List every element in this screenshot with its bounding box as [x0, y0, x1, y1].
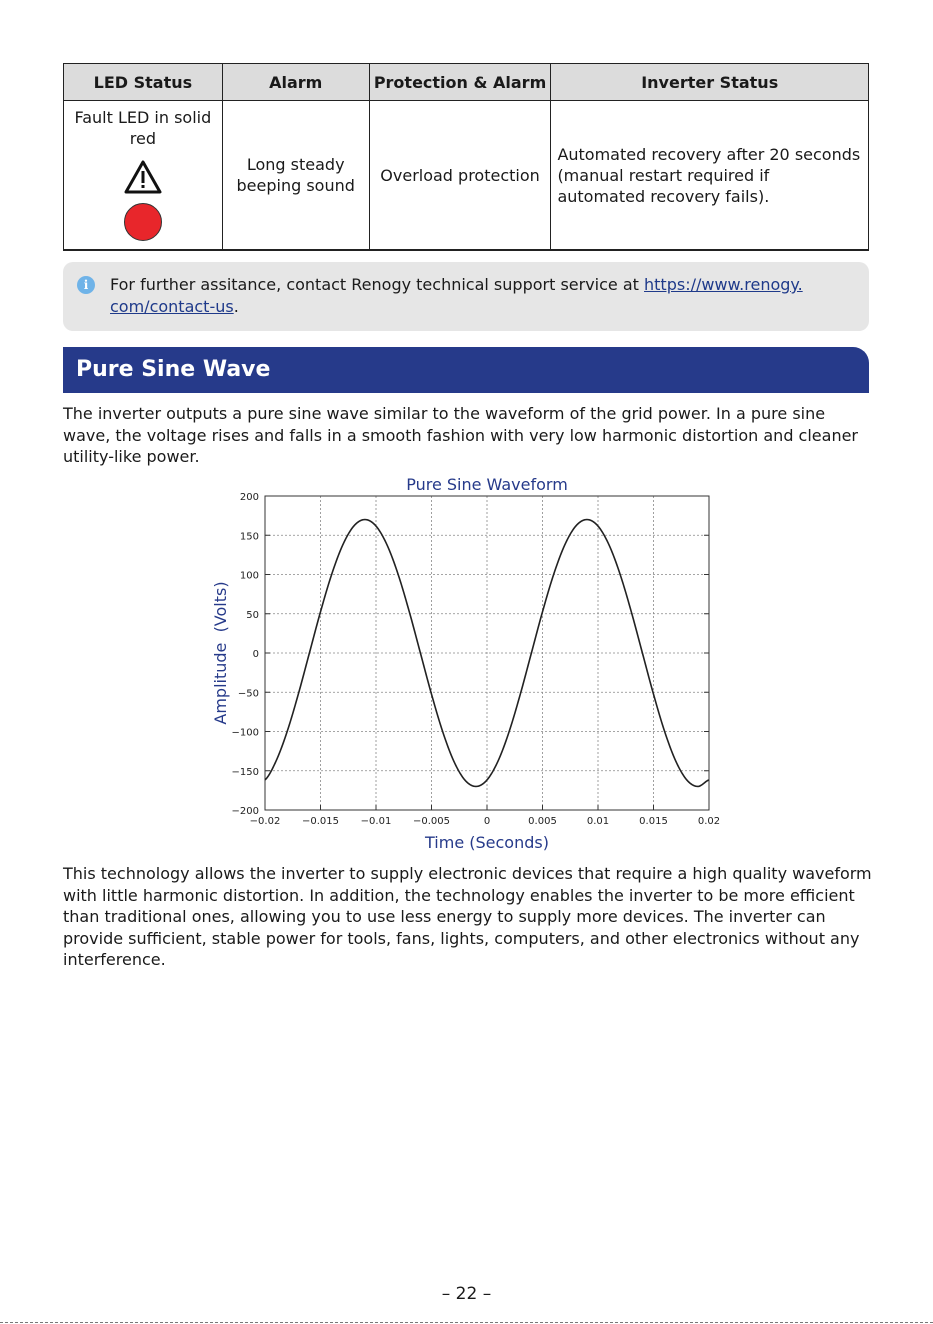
table-header-row	[64, 64, 869, 101]
y-tick-label: −50	[237, 688, 259, 700]
y-tick-label: 50	[246, 609, 259, 621]
table-row	[64, 101, 869, 251]
y-tick-label: −100	[231, 727, 259, 739]
x-tick-label: −0.01	[360, 816, 392, 827]
header-alarm: Alarm	[222, 64, 369, 101]
note-text: For further assitance, contact Renogy technical support service at	[110, 275, 645, 294]
led-status-table	[63, 63, 869, 251]
page-number: – 22 –	[441, 1284, 492, 1304]
note-period: .	[233, 297, 239, 316]
y-tick-label: 200	[239, 492, 259, 503]
x-tick-label: 0.005	[528, 816, 557, 827]
body-paragraph: This technology allows the inverter to supply electronic devices that require a high quality waveform with little harmonic distortion. In addition, the technology enables the inverter to be more efficient than traditional ones, allowing you to use less energy to supply more devices. The inverter can provide sufficient, stable power for tools, fans, lights, computers, and other electronics without any interference.	[63, 864, 872, 969]
x-tick-label: −0.02	[249, 816, 281, 827]
section-title: Pure Sine Wave	[63, 347, 869, 393]
page-bottom-divider	[0, 1322, 933, 1323]
header-led-status: LED Status	[64, 64, 223, 101]
y-tick-label: 0	[252, 649, 259, 660]
x-tick-label: 0.02	[697, 816, 721, 827]
header-protection: Protection & Alarm	[369, 64, 551, 101]
chart-svg	[200, 472, 740, 857]
y-tick-label: −200	[231, 806, 259, 817]
info-icon: i	[77, 276, 95, 294]
x-axis-label: Time (Seconds)	[425, 833, 549, 852]
led-status-cell	[64, 101, 223, 251]
protection-cell: Overload protection	[369, 101, 551, 251]
intro-paragraph: The inverter outputs a pure sine wave similar to the waveform of the grid power. In a pure sine wave, the voltage rises and falls in a smooth fashion with very low harmonic distortion and cleaner utility-like power.	[63, 404, 859, 466]
sine-wave-chart	[200, 472, 740, 857]
inverter-status-cell: Automated recovery after 20 seconds (manual restart required if automated recovery fails).	[551, 101, 869, 251]
led-status-text: Fault LED in solid red	[74, 108, 212, 148]
warning-icon	[123, 159, 163, 195]
y-tick-label: 100	[239, 570, 259, 582]
y-tick-label: −150	[231, 766, 259, 778]
support-note	[63, 262, 869, 331]
x-tick-label: 0.01	[586, 816, 610, 827]
x-tick-label: −0.005	[412, 816, 451, 827]
chart-title: Pure Sine Waveform	[406, 475, 568, 494]
red-led-indicator	[124, 203, 162, 241]
y-axis-label: Amplitude (Volts)	[211, 581, 230, 725]
x-tick-label: 0.015	[639, 816, 668, 827]
y-tick-label: 150	[239, 531, 259, 543]
x-tick-label: −0.015	[301, 816, 340, 827]
x-tick-label: 0	[483, 816, 491, 827]
contact-link[interactable]: https://www.renogy.​com/contact-us	[110, 275, 803, 316]
alarm-cell: Long steady beeping sound	[222, 101, 369, 251]
header-inverter-status: Inverter Status	[551, 64, 869, 101]
